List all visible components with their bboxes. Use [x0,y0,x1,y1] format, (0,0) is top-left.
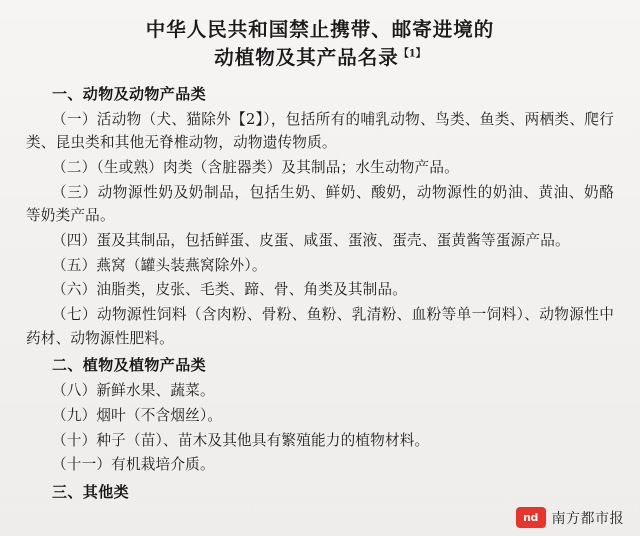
paragraph-plant-3: （十）种子（苗）、苗木及其他具有繁殖能力的植物材料。 [52,431,430,449]
paragraph-animal-4: （四）蛋及其制品，包括鲜蛋、皮蛋、咸蛋、蛋液、蛋壳、蛋黄酱等蛋源产品。 [52,231,570,249]
title-line-2-text: 动植物及其产品名录 [214,46,399,70]
title-line-1: 中华人民共和国禁止携带、邮寄进境的 [145,18,495,41]
paragraph-animal-1: （一）活动物（犬、猫除外【2】），包括所有的哺乳动物、鸟类、鱼类、两栖类、爬行类、昆虫类和其他无脊椎动物，动物遗传物质。 [26,110,614,152]
watermark [516,507,625,528]
paragraph-animal-7: （七）动物源性饲料（含肉粉、骨粉、鱼粉、乳清粉、血粉等单一饲料）、动物源性中药材、动物源性肥料。 [26,305,614,347]
paragraph-plant-4: （十一）有机栽培介质。 [52,456,215,474]
paragraph-animal-3: （三）动物源性奶及奶制品，包括生奶、鲜奶、酸奶，动物源性的奶油、黄油、奶酪等奶类产品。 [26,183,614,225]
section-heading-others: 三、其他类 [52,483,130,501]
nandu-logo-icon: nd [516,507,546,528]
paragraph-animal-5: （五）燕窝（罐头装燕窝除外）。 [52,256,267,274]
paragraph-plant-1: （八）新鲜水果、蔬菜。 [52,382,215,400]
paragraph-animal-6: （六）油脂类，皮张、毛类、蹄、骨、角类及其制品。 [52,281,408,299]
paragraph-plant-2: （九）烟叶（不含烟丝）。 [52,407,223,425]
document-body [26,83,614,505]
paragraph-animal-2: （二）（生或熟）肉类（含脏器类）及其制品；水生动物产品。 [52,159,459,177]
watermark-brand-label: 南方都市报 [551,510,624,527]
section-heading-plants: 二、植物及植物产品类 [52,356,207,375]
section-heading-animals: 一、动物及动物产品类 [52,84,207,103]
title-footnote-marker: 【1】 [398,48,426,60]
document-title [26,10,614,73]
title-line-2 [26,44,614,72]
